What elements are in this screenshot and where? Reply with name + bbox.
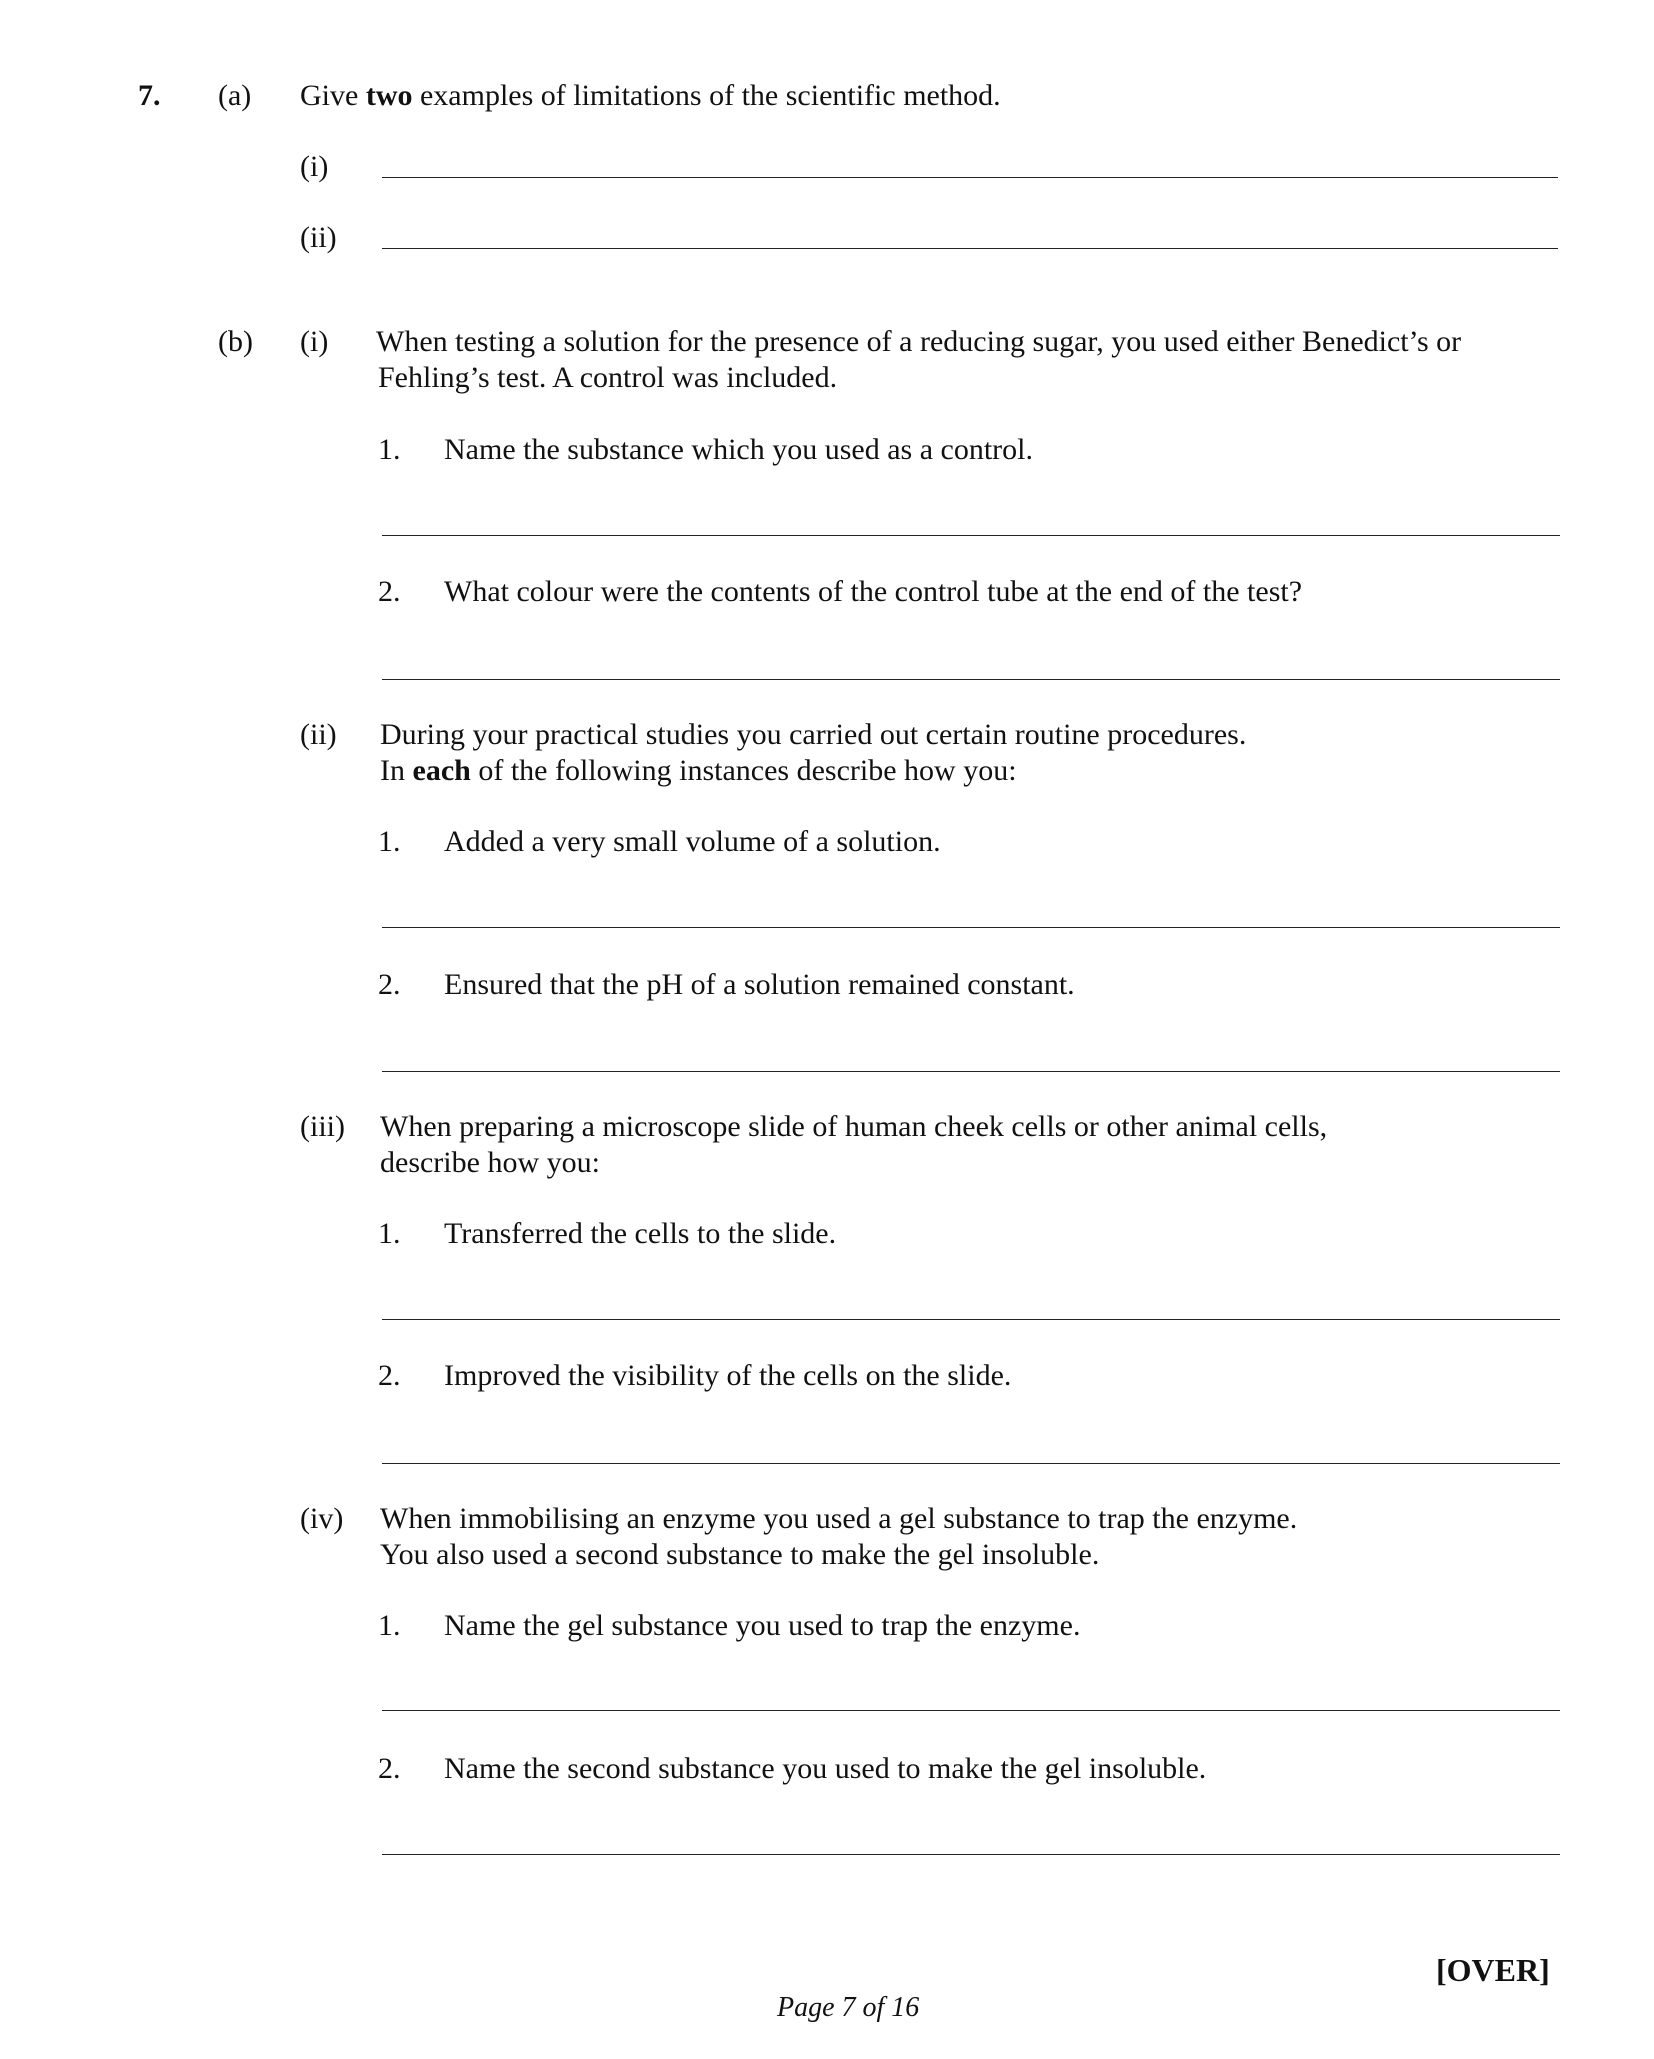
part-b-ii-q2-num: 2. (378, 968, 401, 1001)
part-b-i-q2-num: 2. (378, 575, 401, 608)
part-b-i-q2-text: What colour were the contents of the control tube at the end of the test? (444, 575, 1303, 608)
part-a-prompt-pre: Give (300, 79, 366, 112)
part-b-iv-text-line2: You also used a second substance to make the gel insoluble. (380, 1538, 1100, 1571)
part-b-ii-q1-text: Added a very small volume of a solution. (444, 825, 941, 858)
answer-line-b-ii-2[interactable] (382, 1071, 1560, 1072)
part-b-iv-text-line1: When immobilising an enzyme you used a gel substance to trap the enzyme. (380, 1502, 1298, 1535)
part-b-iii-text-line1: When preparing a microscope slide of human cheek cells or other animal cells, (380, 1110, 1328, 1143)
answer-line-b-ii-1[interactable] (382, 927, 1560, 928)
part-b-iii-label: (iii) (300, 1110, 345, 1143)
over-marker: [OVER] (1436, 1952, 1550, 1988)
part-b-ii-text-line2-pre: In (380, 754, 413, 787)
answer-line-a-i[interactable] (382, 177, 1558, 178)
part-b-iv-q2-text: Name the second substance you used to make the gel insoluble. (444, 1752, 1207, 1785)
part-a-item-i-label: (i) (300, 150, 329, 183)
answer-line-b-iv-1[interactable] (382, 1710, 1560, 1711)
part-b-i-label: (i) (300, 325, 329, 358)
part-b-iii-q1-num: 1. (378, 1217, 401, 1250)
part-a-label: (a) (218, 79, 252, 112)
part-b-iv-q1-text: Name the gel substance you used to trap the enzyme. (444, 1609, 1081, 1642)
part-b-iv-q1-num: 1. (378, 1609, 401, 1642)
part-b-ii-q2-text: Ensured that the pH of a solution remained constant. (444, 968, 1075, 1001)
answer-line-b-iii-1[interactable] (382, 1319, 1560, 1320)
part-b-ii-q1-num: 1. (378, 825, 401, 858)
part-b-ii-text-line2-post: of the following instances describe how you: (470, 754, 1017, 787)
question-number: 7. (138, 79, 161, 112)
part-b-iv-q2-num: 2. (378, 1752, 401, 1785)
part-b-iii-q1-text: Transferred the cells to the slide. (444, 1217, 837, 1250)
answer-line-b-iv-2[interactable] (382, 1854, 1560, 1855)
answer-line-b-i-2[interactable] (382, 679, 1560, 680)
part-b-i-text-line1: When testing a solution for the presence of a reducing sugar, you used either Benedict’s or (376, 325, 1462, 358)
part-b-ii-text-line2 (380, 753, 1017, 789)
part-b-iii-text-line2: describe how you: (380, 1146, 600, 1179)
part-b-i-text-line2: Fehling’s test. A control was included. (378, 361, 838, 394)
part-a-item-ii-label: (ii) (300, 221, 337, 254)
answer-line-a-ii[interactable] (382, 248, 1558, 249)
part-b-ii-text-line1: During your practical studies you carried out certain routine procedures. (380, 718, 1247, 751)
part-b-iii-q2-text: Improved the visibility of the cells on the slide. (444, 1359, 1012, 1392)
answer-line-b-iii-2[interactable] (382, 1463, 1560, 1464)
answer-line-b-i-1[interactable] (382, 535, 1560, 536)
part-b-iv-label: (iv) (300, 1502, 344, 1535)
part-a-prompt-post: examples of limitations of the scientific method. (412, 79, 1001, 112)
part-b-iii-q2-num: 2. (378, 1359, 401, 1392)
part-a-prompt-bold: two (365, 79, 413, 112)
part-b-i-q1-num: 1. (378, 433, 401, 466)
page-number: Page 7 of 16 (777, 1992, 920, 2023)
part-b-ii-label: (ii) (300, 718, 337, 751)
part-a-prompt (300, 78, 1001, 114)
part-b-ii-text-line2-bold: each (412, 754, 471, 787)
part-b-label: (b) (218, 325, 253, 358)
part-b-i-q1-text: Name the substance which you used as a control. (444, 433, 1033, 466)
